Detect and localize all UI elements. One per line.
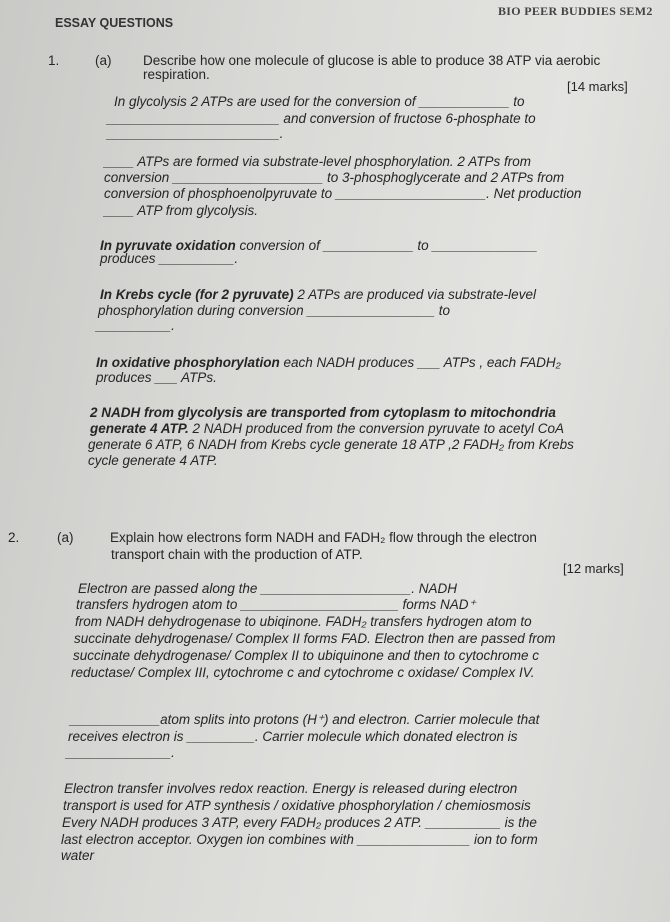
q1-krebs-line: __________. — [96, 318, 175, 333]
q2-part: (a) — [57, 530, 74, 545]
q1-oxphos-line — [96, 355, 561, 371]
summary-text: 2 NADH produced from the conversion pyruvate to acetyl CoA — [188, 421, 564, 436]
q1-number: 1. — [48, 53, 60, 68]
krebs-heading: In Krebs cycle (for 2 pyruvate) — [100, 287, 294, 302]
q2-para2-line: ______________. — [66, 745, 175, 760]
q2-para3-line: water — [61, 848, 95, 863]
q1-krebs-line: phosphorylation during conversion _________________ to — [98, 303, 451, 318]
q2-prompt-line: Explain how electrons form NADH and FADH₂ flow through the electron — [110, 530, 537, 545]
q1-summary-line: 2 NADH from glycolysis are transported from cytoplasm to mitochondria — [90, 405, 556, 420]
q1-substrate-line: ____ ATP from glycolysis. — [104, 203, 259, 218]
q2-para1-line: succinate dehydrogenase/ Complex II forms FAD. Electron then are passed from — [74, 631, 556, 646]
q1-prompt-line: respiration. — [143, 67, 210, 82]
q1-glycolysis-line: _______________________ and conversion of fructose 6-phosphate to — [107, 111, 536, 126]
q2-para1-line: succinate dehydrogenase/ Complex II to ubiquinone and then to cytochrome c — [73, 648, 540, 663]
q2-para1-line: reductase/ Complex III, cytochrome c and cytochrome c oxidase/ Complex IV. — [71, 665, 535, 680]
q2-para3-line: last electron acceptor. Oxygen ion combines with _______________ ion to form — [61, 832, 538, 847]
q2-number: 2. — [8, 530, 20, 545]
krebs-text: 2 ATPs are produced via substrate-level — [293, 287, 536, 302]
q2-para3-line: Every NADH produces 3 ATP, every FADH₂ produces 2 ATP. __________ is the — [62, 815, 537, 830]
q1-glycolysis-line: _______________________. — [107, 126, 284, 141]
q1-pyruvate-line: produces __________. — [100, 251, 239, 266]
q2-para2-line: receives electron is _________. Carrier molecule which donated electron is — [68, 729, 518, 744]
summary-bold: generate 4 ATP. — [90, 421, 189, 436]
q2-para2-line: ____________atom splits into protons (H⁺) and electron. Carrier molecule that — [70, 712, 540, 727]
q2-para3-line: transport is used for ATP synthesis / oxidative phosphorylation / chemiosmosis — [63, 798, 531, 813]
q1-substrate-line: conversion of phosphoenolpyruvate to ____________________. Net production — [104, 186, 582, 201]
document-header: BIO PEER BUDDIES SEM2 — [498, 4, 653, 18]
q2-para1-line: from NADH dehydrogenase to ubiqinone. FADH₂ transfers hydrogen atom to — [75, 614, 532, 629]
q1-prompt-line: Describe how one molecule of glucose is able to produce 38 ATP via aerobic — [143, 53, 601, 68]
q1-part: (a) — [95, 53, 112, 68]
pyruvate-heading: In pyruvate oxidation — [100, 238, 236, 253]
q1-substrate-line: conversion ____________________ to 3-phosphoglycerate and 2 ATPs from — [104, 170, 565, 185]
q1-oxphos-line: produces ___ ATPs. — [96, 370, 217, 385]
q1-marks: [14 marks] — [567, 79, 628, 94]
q2-para1-line: Electron are passed along the ____________________. NADH — [78, 581, 458, 596]
q1-summary-line: generate 6 ATP, 6 NADH from Krebs cycle generate 18 ATP ,2 FADH₂ from Krebs — [88, 437, 574, 452]
q2-para3-line: Electron transfer involves redox reaction. Energy is released during electron — [64, 781, 518, 796]
oxphos-text: each NADH produces ___ ATPs , each FADH₂ — [279, 355, 561, 370]
q1-substrate-line: ____ ATPs are formed via substrate-level phosphorylation. 2 ATPs from — [104, 154, 531, 169]
section-title: ESSAY QUESTIONS — [55, 16, 174, 30]
oxphos-heading: In oxidative phosphorylation — [96, 355, 280, 370]
q2-marks: [12 marks] — [563, 561, 624, 576]
q1-krebs-line — [100, 287, 536, 303]
q1-summary-line — [90, 421, 564, 437]
q2-para1-line: transfers hydrogen atom to _____________________ forms NAD⁺ — [76, 597, 476, 612]
q1-glycolysis-line: In glycolysis 2 ATPs are used for the conversion of ____________ to — [114, 94, 525, 109]
q1-summary-line: cycle generate 4 ATP. — [88, 453, 218, 468]
pyruvate-text: conversion of ____________ to ______________ — [235, 238, 538, 253]
q2-prompt-line: transport chain with the production of ATP. — [111, 547, 363, 562]
